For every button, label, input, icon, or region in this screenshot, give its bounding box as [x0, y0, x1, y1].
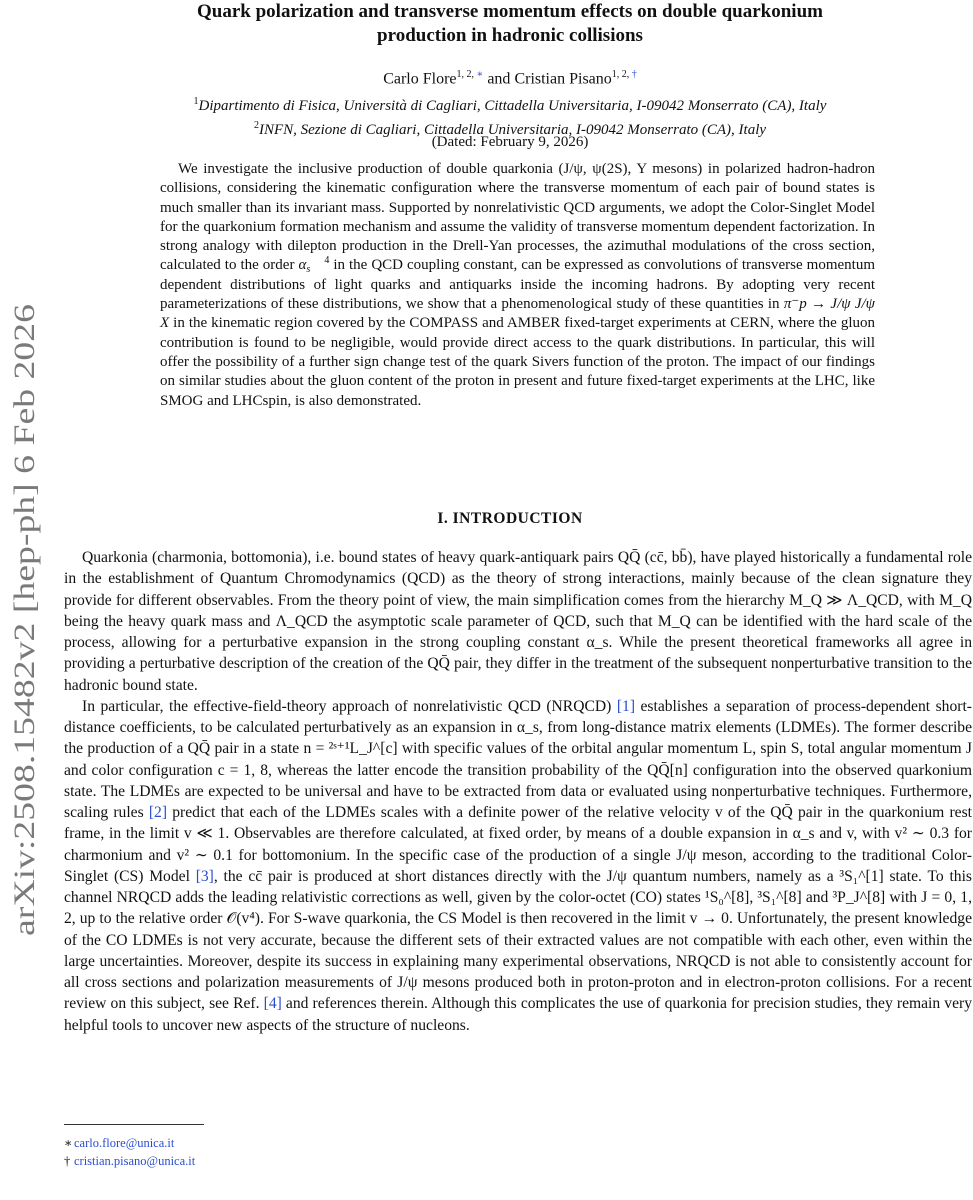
title-line-2: production in hadronic collisions — [377, 25, 643, 46]
author-flore-footnote-link[interactable]: ∗ — [476, 69, 484, 80]
intro-p2-segment-b: establishes a separation of process-dependent short-distance coefficients, to be calculated perturbatively as an expansion in α_s, from long-distance matrix elements (LDMEs). The former describe the production of a QQ̄ pair in a state n = ²ˢ⁺¹L_J^[c] with specific values of the orbital angular momentum L, spin S, total angular momentum J and color configuration c = 1, 8, whereas the latter encode the transition probability of the QQ̄[n] configuration into the observed quarkonium state. The LDMEs are expected to be universal and have to be extracted from data or evaluated using nonperturbative techniques. Furthermore, scaling rules — [64, 697, 972, 821]
affiliation-2-number: 2 — [253, 120, 259, 131]
footnote-2 — [64, 1152, 664, 1170]
citation-4[interactable]: [4] — [263, 995, 282, 1013]
arxiv-side-stamp — [2, 300, 46, 940]
citation-1[interactable]: [1] — [616, 697, 636, 715]
author-list — [60, 64, 960, 90]
author-pisano-footnote-link[interactable]: † — [631, 69, 637, 80]
abstract — [160, 160, 875, 411]
citation-3[interactable]: [3] — [195, 867, 214, 885]
author-flore: Carlo Flore — [383, 70, 457, 88]
affiliation-1-text: Dipartimento di Fisica, Università di Cagliari, Cittadella Universitaria, I-09042 Monserrato (CA), Italy — [198, 98, 827, 114]
intro-p2-segment-a: In particular, the effective-field-theory approach of nonrelativistic QCD (NRQCD) — [82, 697, 617, 715]
footnote-divider — [64, 1124, 204, 1125]
intro-p2-segment-c: predict that each of the LDMEs scales with a definite power of the relative velocity v of the QQ̄ pair in the quarkonium rest frame, in the limit v ≪ 1. Observables are therefore calculated, at fixed order, by means of a double expansion in α_s and v, with v² ∼ 0.3 for charmonium and v² ∼ 0.1 for bottomonium. In the specific case of the production of a single J/ψ meson, according to the traditional Color-Singlet (CS) Model — [64, 804, 972, 885]
abstract-part-1: We investigate the inclusive production of double quarkonia (J/ψ, ψ(2S), Υ mesons) in polarized hadron-hadron collisions, considering the kinematic configuration where the transverse momentum of each pair of bound states is much smaller than its invariant mass. Supported by nonrelativistic QCD arguments, we adopt the Color-Singlet Model for the quarkonium formation mechanism and assume the validity of transverse momentum dependent factorization. In strong analogy with dilepton production in the Drell-Yan processes, the azimuthal modulations of the cross section, calculated to the order — [160, 161, 875, 274]
section-heading-introduction: I. INTRODUCTION — [437, 510, 583, 527]
title-line-1: Quark polarization and transverse momentum effects on double quarkonium — [197, 1, 823, 22]
author-flore-affil: 1, 2, — [456, 69, 477, 80]
footnote-2-mark: † — [64, 1154, 71, 1168]
date-line: (Dated: February 9, 2026) — [431, 134, 589, 150]
arxiv-stamp-text: arXiv:2508.15482v2 [hep-ph] 6 Feb 2026 — [8, 433, 41, 936]
alpha-symbol: α — [298, 257, 307, 274]
footnotes — [64, 1134, 664, 1170]
abstract-part-2: in the QCD coupling constant, can be expressed as convolutions of transverse momentum dependent distributions of light quarks and antiquarks inside the incoming hadrons. By adopting very recent parameterizations of these distributions, we show that a phenomenological study of these quantities in — [160, 257, 875, 313]
author-conjunction: and — [483, 70, 515, 88]
alpha-subscript: s — [306, 264, 311, 276]
affiliation-2-text: INFN, Sezione di Cagliari, Cittadella Universitaria, I-09042 Monserrato (CA), Italy — [258, 122, 767, 138]
footnote-1 — [64, 1134, 664, 1152]
intro-p2-segment-d: , the cc̄ pair is produced at short distances directly with the J/ψ quantum numbers, namely as a ³S₁^[1] state. To this channel NRQCD adds the leading relativistic corrections as well, given by the color-octet (CO) states ¹S₀^[8], ³S₁^[8] and ³P_J^[8] with J = 0, 1, 2, up to the relative order 𝒪(v⁴). For S-wave quarkonia, the CS Model is then recovered in the limit v → 0. Unfortunately, the present knowledge of the CO LDMEs is not very accurate, because the different sets of their extracted values are not compatible with each other, even within the large uncertainties. Moreover, despite its success in explaining many experimental observations, NRQCD is not able to consistently account for all cross sections and polarization measurements of J/ψ mesons produced both in proton-proton and in electron-proton collisions. For a recent review on this subject, see Ref. — [64, 867, 972, 1013]
intro-paragraph-1: Quarkonia (charmonia, bottomonia), i.e. bound states of heavy quark-antiquark pairs QQ̄ (cc̄, bb̄), have played historically a fundamental role in the establishment of Quantum Chromodynamics (QCD) as the theory of strong interactions, mainly because of the clean signature they provide for different observables. From the theory point of view, the main simplification comes from the hierarchy M_Q ≫ Λ_QCD, with M_Q being the heavy quark mass and Λ_QCD the asymptotic scale parameter of QCD, such that M_Q can be identified with the hard scale of the process, allowing for a perturbative expansion in the strong coupling constant α_s. While the present theoretical frameworks all agree in providing a perturbative description of the creation of the QQ̄ pair, they differ in the treatment of the subsequent nonperturbative transition to the hadronic bound state. — [64, 549, 972, 694]
alpha-superscript: 4 — [324, 255, 330, 267]
author-pisano-affil: 1, 2, — [611, 69, 632, 80]
email-pisano-link[interactable]: cristian.pisano@unica.it — [74, 1154, 196, 1168]
footnote-1-mark: ∗ — [64, 1136, 73, 1150]
process-formula: π⁻p → J/ψ J/ψ X — [160, 296, 876, 332]
abstract-part-3: in the kinematic region covered by the COMPASS and AMBER fixed-target experiments at CERN, where the gluon contribution is found to be negligible, would provide direct access to the quark distributions. In particular, this will offer the possibility of a further sign change test of the quark Sivers function of the proton. The impact of our findings on similar studies about the gluon content of the proton in present and future fixed-target experiments at the LHC, like SMOG and LHCspin, is also demonstrated. — [160, 315, 875, 409]
affiliation-1-number: 1 — [193, 96, 199, 107]
intro-paragraph-2 — [64, 696, 972, 1036]
author-pisano: Cristian Pisano — [514, 70, 612, 88]
affiliation-1 — [60, 92, 960, 116]
introduction-body — [64, 547, 972, 1036]
citation-2[interactable]: [2] — [148, 804, 168, 821]
alpha-scripts — [306, 256, 329, 274]
paper-title — [60, 0, 960, 48]
email-flore-link[interactable]: carlo.flore@unica.it — [74, 1136, 175, 1150]
intro-p2-segment-e: and references therein. Although this complicates the use of quarkonia for precision studies, they remain very helpful tools to uncover new aspects of the structure of nucleons. — [64, 995, 972, 1034]
